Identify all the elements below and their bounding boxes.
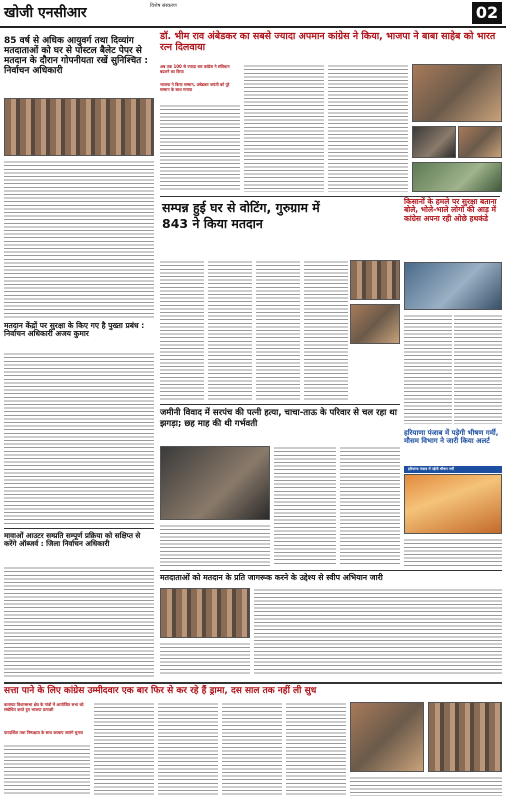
story7-headline: हरियाणा पंजाब में पड़ेगी भीषण गर्मी, मौसम विभाग ने जारी किया अलर्ट [404,429,499,445]
story3-body-col4 [304,260,348,400]
story2-body-col1 [244,64,324,192]
story4-photo [404,262,502,310]
story3-photo-1 [350,260,400,300]
story10-body-col4 [286,702,346,796]
story1-headline: 85 वर्ष से अधिक आयुवर्ग तथा दिव्यांग मतदाताओं को घर से पोस्टल बैलेट पेपर से मतदान के दौरान गोपनीयता रखें सुनिश्चित : निर्वाचन अधिकारी [4,36,149,77]
story6-headline: जमीनी विवाद में सरपंच की पत्नी हत्या, चाचा-ताऊ के परिवार से चल रहा था झगड़ा; छह माह की थी गर्भवती [160,408,397,429]
story10-photo-1 [350,702,424,772]
story2-photo-2 [412,126,456,158]
story2-quote-2: भाजपा ने किया सम्मान, अंबेडकर जयंती को पूरे सम्मान के साथ मनाया [160,82,230,92]
story7-body [404,538,502,566]
story8-headline: मावाओं आउटर सम्प्रति सम्पूर्ण प्रक्रिया को सक्षिप्त से करेंगे ऑब्जर्व : जिला निर्वाचन अधिकारी [4,531,141,549]
edition-info: विशेष संस्करण [150,3,177,9]
story3-body-col3 [256,260,300,400]
story4-headline: किसानों के हमले पर सुरक्षा बताना बोले, भोले-भाले लोगों की आड़ में कांग्रेस अपना रही ओछे हथकंडे [404,197,497,223]
story3-body-col1 [160,260,204,400]
divider [160,570,502,571]
story2-body-col2 [328,64,408,192]
story3-photo-2 [350,304,400,344]
page-number: 02 [472,2,502,24]
newspaper-brand: खोजी एनसीआर [4,5,87,21]
story10-subhead-2: पारदर्शिता तथा निष्पक्षता के साथ करवाए जाएंगे चुनाव [4,730,83,735]
story6-photo [160,446,270,520]
story5-body [4,352,154,524]
story2-photo-main [412,64,502,122]
story2-photo-4 [412,162,502,192]
story3-headline: सम्पन्न हुई घर से वोटिंग, गुरुग्राम में 843 ने किया मतदान [162,200,320,231]
story8-body [4,566,154,678]
story10-photo-2 [428,702,502,772]
story10-body-col3 [222,702,282,796]
story5-headline: मतदान केंद्रों पर सुरक्षा के किए गए है पुख्ता प्रबंध : निर्वाचन अधिकारी अजय कुमार [4,321,145,339]
story3-body-col2 [208,260,252,400]
story10-body-col1 [94,702,154,796]
story10-subhead: कलायत विधानसभा क्षेत्र के गांवों में आयोजित सभा को संबोधित करते हुए भाजपा प्रत्याशी [4,702,84,712]
story9-photo [160,588,250,638]
story4-body-col1 [404,314,452,424]
story6-body-col2 [340,446,400,566]
story9-body-under-photo [160,642,250,676]
divider [160,404,400,405]
story9-body [254,588,502,676]
story10-body-col2 [158,702,218,796]
story2-headline: डॉ. भीम राव अंबेडकर का सबसे ज्यादा अपमान कांग्रेस ने किया, भाजपा ने बाबा साहेब को भारत रत्न दिलवाया [160,31,496,53]
divider [4,682,502,684]
story1-body [4,160,154,318]
divider [4,528,154,529]
story7-photo [404,474,502,534]
story10-caption-lines [350,776,502,796]
story10-headline: सत्ता पाने के लिए कांग्रेस उम्मीदवार एक बार फिर से कर रहे हैं ड्रामा, दस साल तक नहीं ली सुध [4,686,317,696]
story9-headline: मतदाताओं को मतदान के प्रति जागरूक करने के उद्देश्य से स्वीप अभियान जारी [160,573,383,582]
story6-body-col0 [160,524,270,566]
story1-photo [4,98,154,156]
story10-body-col0 [4,744,90,796]
story6-body-col1 [274,446,336,566]
story4-body-col2 [454,314,502,424]
story2-quote-1: अब तक 100 से ज्यादा बार कांग्रेस ने संविधान बदलने का किया [160,64,230,74]
story2-photo-3 [458,126,502,158]
story2-body-col0 [160,104,240,192]
story7-tag: हरियाणा पंजाब में पड़ेगी भीषण गर्मी [404,466,502,473]
masthead [0,0,506,28]
